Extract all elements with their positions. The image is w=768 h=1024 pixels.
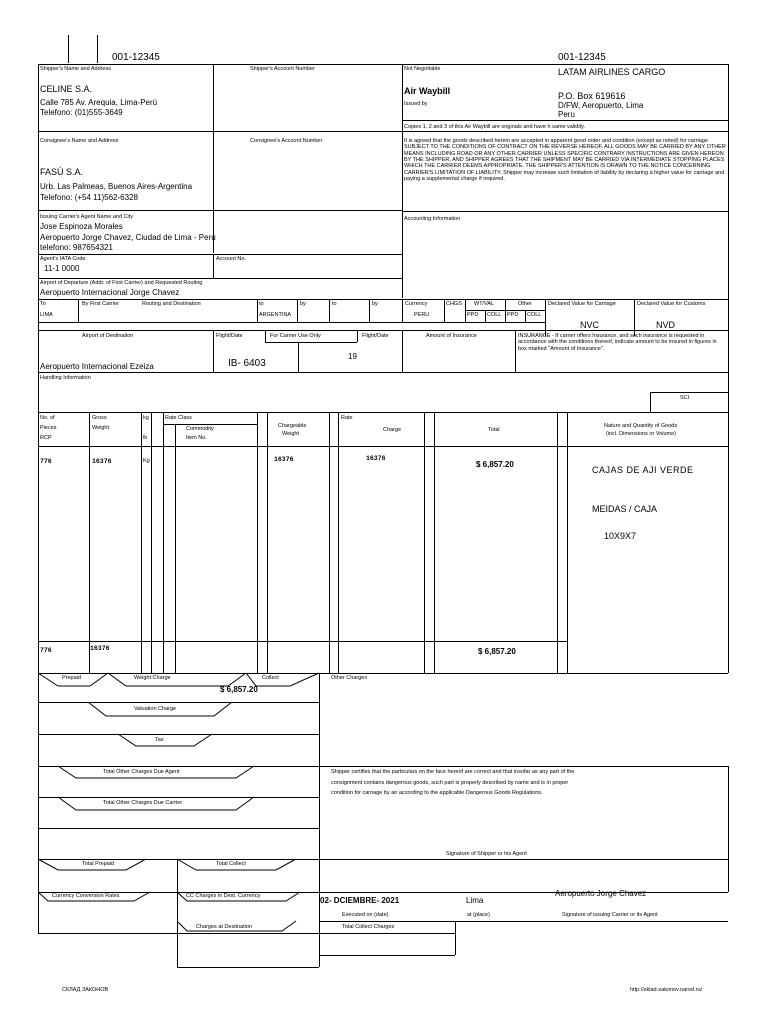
carrier-use-label: For Carrier Use Only	[270, 333, 321, 339]
footer-left: СКЛАД ЗАКОНОВ	[62, 987, 109, 993]
carrier-signature-label: Signature of issuing Carrier or its Agent	[562, 912, 658, 918]
tax-label: Tax	[155, 737, 164, 743]
shipper-phone: Telefono: (01)555-3649	[40, 108, 123, 117]
agent-name: Jose Espinoza Morales	[40, 222, 123, 231]
currency-label: Currency	[405, 301, 428, 307]
total-collect-label: Total Collect	[216, 861, 246, 867]
certification-line-2: consignment contains dangerous goods, such part is properly described by name and is in proper	[331, 780, 569, 786]
awb-number-left: 001-12345	[112, 52, 160, 63]
to2-label: to	[259, 301, 264, 307]
ppd1-label: PPD	[467, 312, 479, 318]
cc-charges-label: CC Charges in Dest. Currency	[186, 893, 261, 899]
goods-chargeable-weight: 16376	[274, 456, 294, 463]
chgs-label: CHGS	[446, 301, 462, 307]
col-pieces-2: Pieces	[40, 425, 57, 431]
shipper-signature-label: Signature of Shipper or his Agent	[446, 851, 527, 857]
ppd2-label: PPD	[507, 312, 519, 318]
col-chargeable-2: Weight	[282, 431, 300, 437]
issued-by-label: Issued by	[404, 101, 428, 107]
handling-label: Handling Information	[40, 375, 91, 381]
shipper-name: CELINE S.A.	[40, 84, 93, 94]
col-charge: Charge	[383, 427, 402, 433]
col-lb: lb	[143, 435, 148, 441]
col-nature-2: (incl. Dimensions or Volume)	[606, 431, 676, 437]
goods-rate: 16376	[366, 455, 386, 462]
insurance-note: INSURANCE - If carrier offers Insurance, and such insurance is requested in accordance with the conditions thereof, indicate amount to be insured in figures in box marked "Amount of Insurance".	[518, 333, 717, 352]
first-carrier-label: By First Carrier	[82, 301, 119, 307]
col-rate-class: Rate Class	[165, 415, 192, 421]
carrier-signature: Aeropuerto Jorge Chavez	[555, 889, 647, 898]
shipper-address: Calle 785 Av. Arequia, Lima-Perú	[40, 98, 158, 107]
destination-airport: Aeropuerto Internacional Ezeiza	[40, 362, 154, 371]
consignee-name: FASÚ S.A.	[40, 167, 84, 177]
flight-date-label-1: Flight/Date	[216, 333, 243, 339]
sum-pieces: 776	[40, 647, 52, 654]
col-total: Total	[488, 427, 500, 433]
consignee-account-label: Consignee's Account Number	[250, 138, 323, 144]
goods-unit: Kg	[143, 458, 150, 464]
goods-gross-weight: 16376	[92, 458, 112, 465]
other-charges-label: Other Charges	[331, 675, 368, 681]
other-label: Other	[518, 301, 532, 307]
weight-charge-value: $ 6,857.20	[220, 685, 258, 694]
to2-value: ARGENTINA	[259, 312, 292, 318]
flight-number: IB- 6403	[228, 358, 266, 369]
accounting-info-label: Accounting Information	[404, 216, 461, 222]
col-commodity-2: Item No.	[186, 435, 207, 441]
declared-carriage-value: NVC	[580, 320, 600, 330]
coll1-label: COLL	[487, 312, 502, 318]
goods-description: CAJAS DE AJI VERDE	[592, 465, 694, 475]
flight-date-label-2: Flight/Date	[362, 333, 389, 339]
charges-at-dest-label: Charges at Destination	[196, 924, 252, 930]
valuation-charge-label: Valuation Charge	[134, 706, 177, 712]
insurance-amount-label: Amount of Insurance	[426, 333, 477, 339]
shipper-account-label: Shipper's Account Number	[250, 66, 315, 72]
total-prepaid-label: Total Prepaid	[82, 861, 115, 867]
other-due-agent-label: Total Other Charges Due Agent	[103, 769, 180, 775]
departure-airport: Aeropuerto Internacional Jorge Chavez	[40, 288, 180, 297]
certification-line-1: Shipper certifies that the particulars on the face hereof are correct and that insofar as any part of the	[331, 769, 575, 775]
air-waybill-title: Air Waybill	[404, 86, 451, 96]
col-pieces-3: RCP	[40, 435, 52, 441]
currency-value: PERU	[414, 312, 430, 318]
goods-pieces: 776	[40, 458, 52, 465]
not-negotiable-label: Not Negotiable	[404, 66, 441, 72]
declared-carriage-label: Declared Value for Carriage	[548, 301, 616, 307]
coll2-label: COLL	[527, 312, 542, 318]
col-gross-1: Gross	[92, 415, 107, 421]
col-commodity-1: Commodity	[186, 426, 214, 432]
weight-charge-label: Weight Charge	[134, 675, 171, 681]
flight-day: 19	[348, 352, 357, 361]
wtval-label: WT/VAL	[474, 301, 495, 307]
declared-customs-label: Declared Value for Customs	[637, 301, 706, 307]
goods-total: $ 6,857.20	[476, 460, 514, 469]
carrier-po-box: P.O. Box 619616	[558, 91, 626, 101]
agent-phone: telefono: 987654321	[40, 243, 113, 252]
shipper-label: Shipper's Name and Address	[40, 66, 112, 72]
contract-conditions: It is agreed that the goods described herein are accepted in apparent good order and condition (except as noted) for carriage SUBJECT TO THE CONDITIONS OF CONTRACT ON THE REVERSE HEREOF. ALL GOODS MAY BE CARRIED BY ANY OTHER MEANS INCLUDING ROAD OR ANY OTHER CARRIER UNLESS SPECIFIC CONTRARY INSTRUCTIONS ARE GIVEN HEREON BY THE SHIPPER, AND SHIPPER AGREES THAT THE SHIPMENT MAY BE CARRIED VIA INTERMEDIATE STOPPING PLACES WHICH THE CARRIER DEEMS APPROPRIATE. THE SHIPPER'S ATTENTION IS DRAWN TO THE NOTICE CONCERNING CARRIER'S LIMITATION OF LIABILITY. Shipper may increase such limitation of liability by declaring a higher value for carriage and paying a supplemental charge if required.	[404, 138, 726, 182]
at-place-label: at (place)	[467, 912, 490, 918]
sum-total: $ 6,857.20	[478, 647, 516, 656]
col-rate: Rate	[341, 415, 353, 421]
by2-label: by	[300, 301, 306, 307]
sci-label: SCI	[680, 395, 690, 401]
carrier-country: Peru	[558, 110, 575, 119]
col-kg: kg	[143, 415, 149, 421]
consignee-phone: Telefono: (+54 11)562-6328	[40, 193, 138, 202]
col-pieces-1: No. of	[40, 415, 55, 421]
iata-code: 11-1 0000	[44, 264, 80, 273]
executed-on-label: Executed on (date)	[342, 912, 389, 918]
collect-label: Collect	[262, 675, 279, 681]
consignee-label: Consignee's Name and Address	[40, 138, 119, 144]
carrier-city: D/FW, Aeropuerto, Lima	[558, 101, 644, 110]
currency-rates-label: Currency Conversion Rates	[52, 893, 120, 899]
certification-line-3: condition for carriage by air according to the applicable Dangerous Goods Regulations.	[331, 790, 543, 796]
routing-destination-label: Routing and Destination	[142, 301, 201, 307]
footer-right: http://sklad-zakonov.narod.ru/	[630, 987, 703, 993]
declared-customs-value: NVD	[656, 320, 676, 330]
awb-number-right: 001-12345	[558, 52, 606, 63]
agent-location: Aeropuerto Jorge Chavez, Ciudad de Lima - Perú	[40, 233, 216, 242]
consignee-address: Urb. Las Palmeas, Buenos Aires-Argentina	[40, 182, 193, 191]
destination-label: Airport of Destination	[82, 333, 134, 339]
copies-note: Copies 1, 2 and 3 of this Air Waybill are originals and have h same validity.	[404, 124, 585, 130]
departure-label: Airport of Departure (Addr. of First Carrier) and Requested Routing	[40, 280, 203, 286]
agent-label: Issuing Carrier's Agent Name and City	[40, 214, 134, 220]
col-chargeable-1: Chargeable	[278, 423, 307, 429]
to3-label: to	[332, 301, 337, 307]
prepaid-label: Prepaid	[62, 675, 81, 681]
carrier-name: LATAM AIRLINES CARGO	[558, 67, 666, 77]
goods-dimensions: 10X9X7	[604, 531, 637, 541]
to-value: LIMA	[40, 312, 53, 318]
total-collect-charges-label: Total Collect Charges	[342, 924, 395, 930]
col-nature-1: Nature and Quantity of Goods	[604, 423, 678, 429]
by3-label: by	[372, 301, 378, 307]
account-no-label: Account No.	[216, 256, 246, 262]
to-label: To	[40, 301, 46, 307]
executed-place: Lima	[466, 896, 484, 905]
sum-weight: 16376	[90, 645, 110, 652]
goods-measure-label: MEIDAS / CAJA	[592, 504, 658, 514]
iata-code-label: Agent's IATA Code	[40, 256, 86, 262]
col-gross-2: Weight	[92, 425, 110, 431]
other-due-carrier-label: Total Other Charges Due Carrier	[103, 800, 183, 806]
executed-date: 02- DCIEMBRE- 2021	[320, 896, 400, 905]
